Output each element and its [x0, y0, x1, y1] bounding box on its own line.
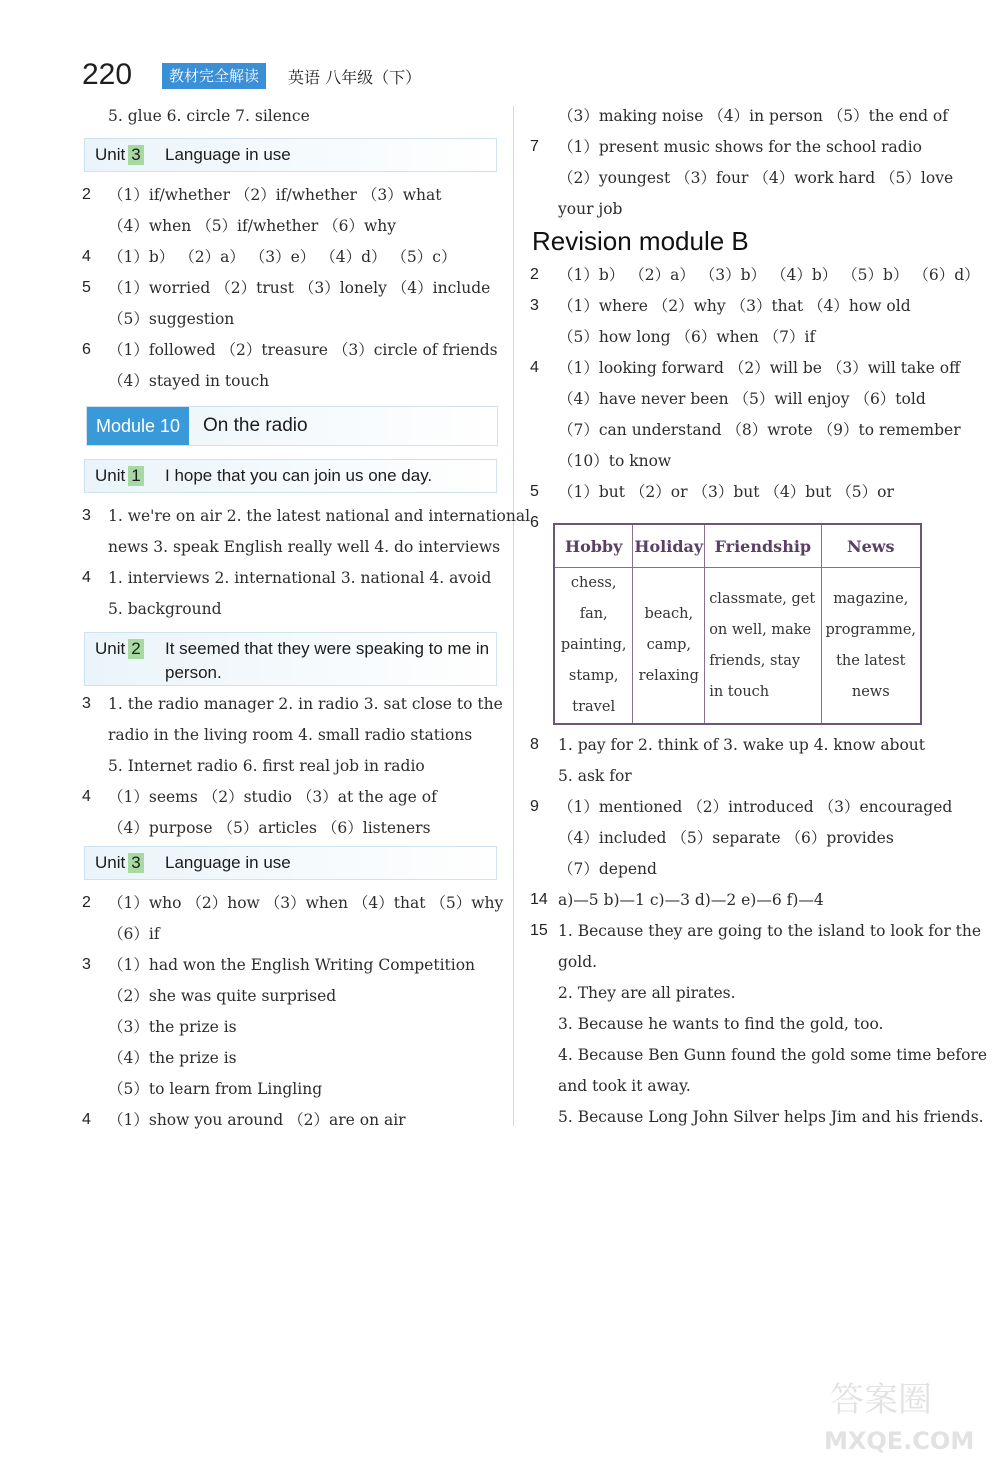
answer-line: （10）to know [558, 452, 672, 470]
unit-3-bar-b [84, 846, 497, 880]
answer-line: and took it away. [558, 1077, 691, 1095]
answer-line: （4）the prize is [108, 1049, 237, 1067]
module-10-bar [86, 406, 498, 446]
question-number: 5 [82, 279, 91, 296]
unit-label: Unit [95, 853, 126, 872]
answer-line: （6）if [108, 925, 160, 943]
question-number: 4 [82, 248, 91, 265]
question-number: 3 [82, 695, 91, 712]
answer-line: （4）when （5）if/whether （6）why [108, 217, 396, 235]
unit-number: 3 [128, 145, 143, 165]
answer-line: （5）suggestion [108, 310, 235, 328]
unit-number: 2 [128, 639, 143, 659]
answer-line: （1）worried （2）trust （3）lonely （4）include [108, 279, 491, 297]
question-number: 4 [82, 788, 91, 805]
answer-line: 5. glue 6. circle 7. silence [108, 107, 310, 125]
question-number: 4 [82, 1111, 91, 1128]
revision-module-title: Revision module B [532, 226, 749, 256]
question-number: 9 [530, 798, 539, 815]
answer-line: 1. Because they are going to the island to look for the [558, 922, 982, 940]
question-number: 14 [530, 891, 548, 908]
answer-line: （1）seems （2）studio （3）at the age of [108, 788, 437, 806]
question-number: 8 [530, 736, 539, 753]
question-number: 2 [530, 266, 539, 283]
answer-line: 2. They are all pirates. [558, 984, 736, 1002]
column-divider [513, 106, 514, 1126]
answer-line: （4）have never been （5）will enjoy （6）told [558, 390, 926, 408]
unit-number: 3 [128, 853, 143, 873]
unit-label: Unit [95, 639, 126, 658]
answer-line: 4. Because Ben Gunn found the gold some time before [558, 1046, 988, 1064]
answer-line: （3）making noise （4）in person （5）the end of [558, 107, 948, 125]
answer-line: （1）who （2）how （3）when （4）that （5）why [108, 894, 504, 912]
answer-line: 3. Because he wants to find the gold, too. [558, 1015, 884, 1033]
unit-label: Unit [95, 466, 126, 485]
answer-line: （4）purpose （5）articles （6）listeners [108, 819, 431, 837]
topic-table [553, 523, 922, 725]
question-number: 6 [82, 341, 91, 358]
unit-number: 1 [128, 466, 143, 486]
answer-line: （1）show you around （2）are on air [108, 1111, 406, 1129]
question-number: 3 [82, 956, 91, 973]
answer-line: news 3. speak English really well 4. do interviews [108, 538, 501, 556]
module-title: On the radio [203, 415, 308, 436]
question-number: 2 [82, 894, 91, 911]
watermark-text-2: MXQE.COM [824, 1427, 975, 1455]
table-cell: chess, fan, painting, stamp, travel [554, 568, 633, 725]
answer-line: 1. pay for 2. think of 3. wake up 4. know about [558, 736, 926, 754]
question-number: 3 [82, 507, 91, 524]
question-number: 5 [530, 483, 539, 500]
answer-line: （1）b） （2）a） （3）e） （4）d） （5）c） [108, 248, 457, 266]
answer-line: 5. background [108, 600, 222, 618]
question-number: 2 [82, 186, 91, 203]
table-header: Friendship [705, 524, 821, 568]
page-number: 220 [82, 58, 133, 91]
table-cell: magazine, programme, the latest news [821, 568, 921, 725]
table-header: Hobby [554, 524, 633, 568]
unit-2-bar [84, 632, 497, 686]
answer-line: （1）followed （2）treasure （3）circle of friends [108, 341, 498, 359]
watermark-logo [820, 1375, 990, 1455]
answer-line: 5. Internet radio 6. first real job in radio [108, 757, 425, 775]
answer-line: 1. interviews 2. international 3. national 4. avoid [108, 569, 492, 587]
answer-line: （2）youngest （3）four （4）work hard （5）love [558, 169, 954, 187]
subject-label: 英语 八年级（下） [288, 68, 422, 87]
watermark-text-1: 答案圈 [830, 1380, 932, 1420]
table-cell: beach, camp, relaxing [633, 568, 705, 725]
answer-line: （2）she was quite surprised [108, 987, 337, 1005]
question-number: 4 [82, 569, 91, 586]
answer-line: （1）but （2）or （3）but （4）but （5）or [558, 483, 894, 501]
answer-line: 5. ask for [558, 767, 632, 785]
answer-line: （1）b） （2）a） （3）b） （4）b） （5）b） （6）d） [558, 266, 980, 284]
module-tag: Module 10 [87, 407, 189, 445]
answer-line: 1. we're on air 2. the latest national and international [108, 507, 531, 525]
answer-line: （1）had won the English Writing Competition [108, 956, 476, 974]
answer-line: （5）how long （6）when （7）if [558, 328, 816, 346]
table-header: Holiday [633, 524, 705, 568]
unit-label: Unit [95, 145, 126, 164]
unit-title: Language in use [165, 853, 291, 872]
answer-line: （7）depend [558, 860, 657, 878]
answer-line: （1）looking forward （2）will be （3）will take off [558, 359, 961, 377]
answer-line: 5. Because Long John Silver helps Jim and his friends. [558, 1108, 984, 1126]
page-header [82, 58, 682, 94]
answer-line: gold. [558, 953, 598, 971]
answer-line: （4）included （5）separate （6）provides [558, 829, 894, 847]
answer-line: 1. the radio manager 2. in radio 3. sat close to the [108, 695, 503, 713]
answer-line: （4）stayed in touch [108, 372, 270, 390]
answer-line: radio in the living room 4. small radio stations [108, 726, 473, 744]
question-number: 7 [530, 138, 539, 155]
answer-line: your job [558, 200, 623, 218]
answer-line: （1）where （2）why （3）that （4）how old [558, 297, 911, 315]
answer-line: a)—5 b)—1 c)—3 d)—2 e)—6 f)—4 [558, 891, 824, 909]
answer-line: （3）the prize is [108, 1018, 237, 1036]
book-badge: 教材完全解读 [162, 63, 266, 89]
question-number: 4 [530, 359, 539, 376]
answer-line: （7）can understand （8）wrote （9）to remember [558, 421, 961, 439]
unit-1-bar [84, 459, 497, 493]
question-number: 3 [530, 297, 539, 314]
unit-title: It seemed that they were speaking to me in person. [165, 639, 490, 682]
answer-line: （5）to learn from Lingling [108, 1080, 323, 1098]
unit-3-bar-a [84, 138, 497, 172]
table-cell: classmate, get on well, make friends, stay in touch [705, 568, 821, 725]
answer-line: （1）if/whether （2）if/whether （3）what [108, 186, 442, 204]
question-number: 6 [530, 514, 539, 531]
unit-title: I hope that you can join us one day. [165, 466, 433, 485]
answer-line: （1）mentioned （2）introduced （3）encouraged [558, 798, 953, 816]
table-header: News [821, 524, 921, 568]
answer-line: （1）present music shows for the school radio [558, 138, 922, 156]
unit-title: Language in use [165, 145, 291, 164]
question-number: 15 [530, 922, 548, 939]
